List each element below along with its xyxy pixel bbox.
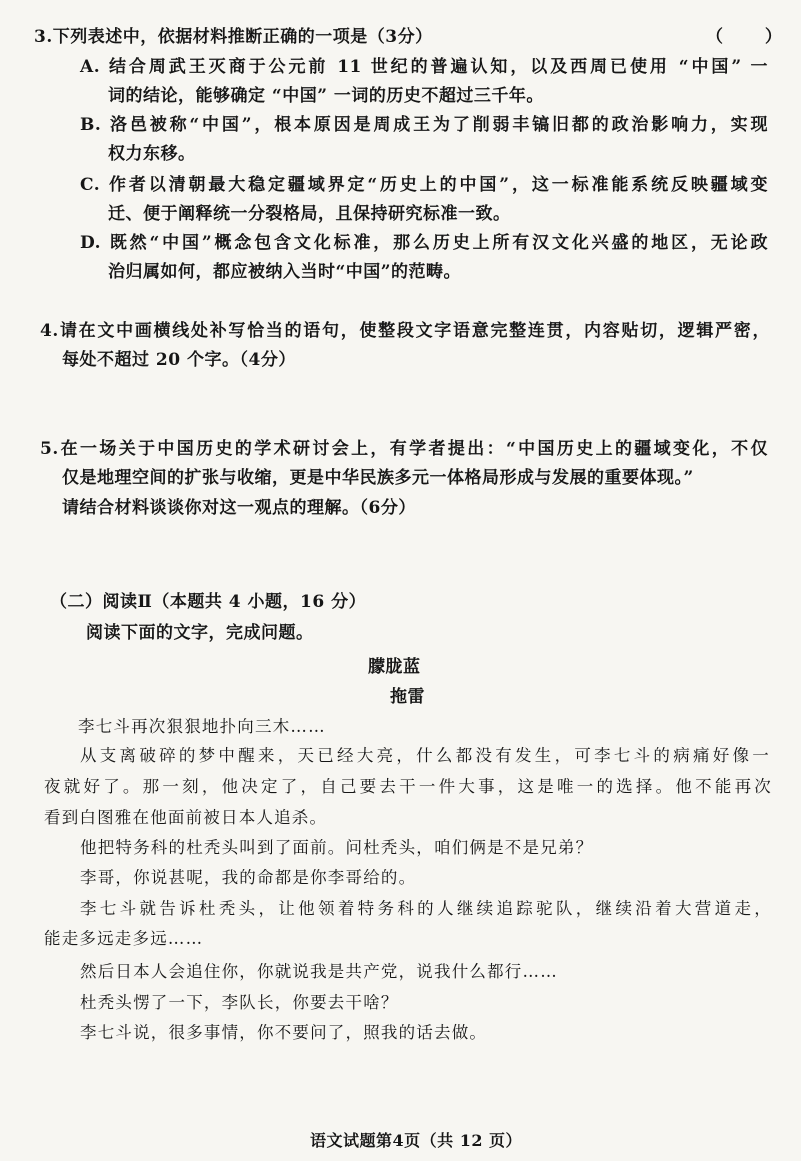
story-paragraph-4: 李哥，你说甚呢，我的命都是你李哥给的。 [80,868,417,887]
q5-line1: 5.在一场关于中国历史的学术研讨会上，有学者提出：“中国历史上的疆域变化，不仅 [40,439,768,459]
story-paragraph-5-line2: 能走多远走多远…… [44,929,204,948]
story-paragraph-5-line1: 李七斗就告诉杜秃头，让他领着特务科的人继续追踪驼队，继续沿着大营道走， [80,899,772,918]
story-title: 朦胧蓝 [368,657,421,677]
q5-line2: 仅是地理空间的扩张与收缩，更是中华民族多元一体格局形成与发展的重要体现。” [62,468,694,488]
q3-option-c-line2: 迁、便于阐释统一分裂格局，且保持研究标准一致。 [108,204,511,224]
q3-option-b-line2: 权力东移。 [108,144,196,164]
story-paragraph-6: 然后日本人会追住你，你就说我是共产党，说我什么都行…… [80,962,558,981]
q5-line3: 请结合材料谈谈你对这一观点的理解。（6分） [62,498,416,518]
q3-stem: 3.下列表述中，依据材料推断正确的一项是（3分） [34,27,433,47]
q3-option-d-line1: D. 既然“中国”概念包含文化标准，那么历史上所有汉文化兴盛的地区，无论政 [80,233,768,253]
q3-option-d-line2: 治归属如何，都应被纳入当时“中国”的范畴。 [108,262,462,282]
story-paragraph-2-line2: 夜就好了。那一刻，他决定了，自己要去干一件大事，这是唯一的选择。他不能再次 [44,777,772,796]
story-author: 拖雷 [390,687,425,707]
q3-option-c-line1: C. 作者以清朝最大稳定疆域界定“历史上的中国”，这一标准能系统反映疆域变 [80,175,768,195]
q3-option-a-line2: 词的结论，能够确定 “中国” 一词的历史不超过三千年。 [108,86,544,106]
story-paragraph-1: 李七斗再次狠狠地扑向三木…… [78,717,326,736]
q3-option-b-line1: B. 洛邑被称“中国”，根本原因是周成王为了削弱丰镐旧都的政治影响力，实现 [80,115,768,135]
q3-option-a-line1: A. 结合周武王灭商于公元前 11 世纪的普遍认知，以及西周已使用 “中国” 一 [80,57,768,77]
story-paragraph-2-line1: 从支离破碎的梦中醒来，天已经大亮，什么都没有发生，可李七斗的病痛好像一 [80,746,770,765]
story-paragraph-2-line3: 看到白图雅在他面前被日本人追杀。 [44,808,328,827]
section-heading: （二）阅读Ⅱ（本题共 4 小题，16 分） [50,592,367,612]
q3-answer-paren: （ ） [706,27,800,47]
q4-line2: 每处不超过 20 个字。（4分） [62,350,296,370]
q4-line1: 4.请在文中画横线处补写恰当的语句，使整段文字语意完整连贯，内容贴切，逻辑严密， [40,321,770,341]
story-paragraph-7: 杜秃头愣了一下，李队长，你要去干啥？ [80,993,399,1012]
story-paragraph-8: 李七斗说，很多事情，你不要问了，照我的话去做。 [80,1023,488,1042]
page-footer: 语文试题第4页（共 12 页） [310,1131,523,1150]
reading-instruction: 阅读下面的文字，完成问题。 [86,623,314,643]
story-paragraph-3: 他把特务科的杜秃头叫到了面前。问杜秃头，咱们俩是不是兄弟？ [80,838,594,857]
